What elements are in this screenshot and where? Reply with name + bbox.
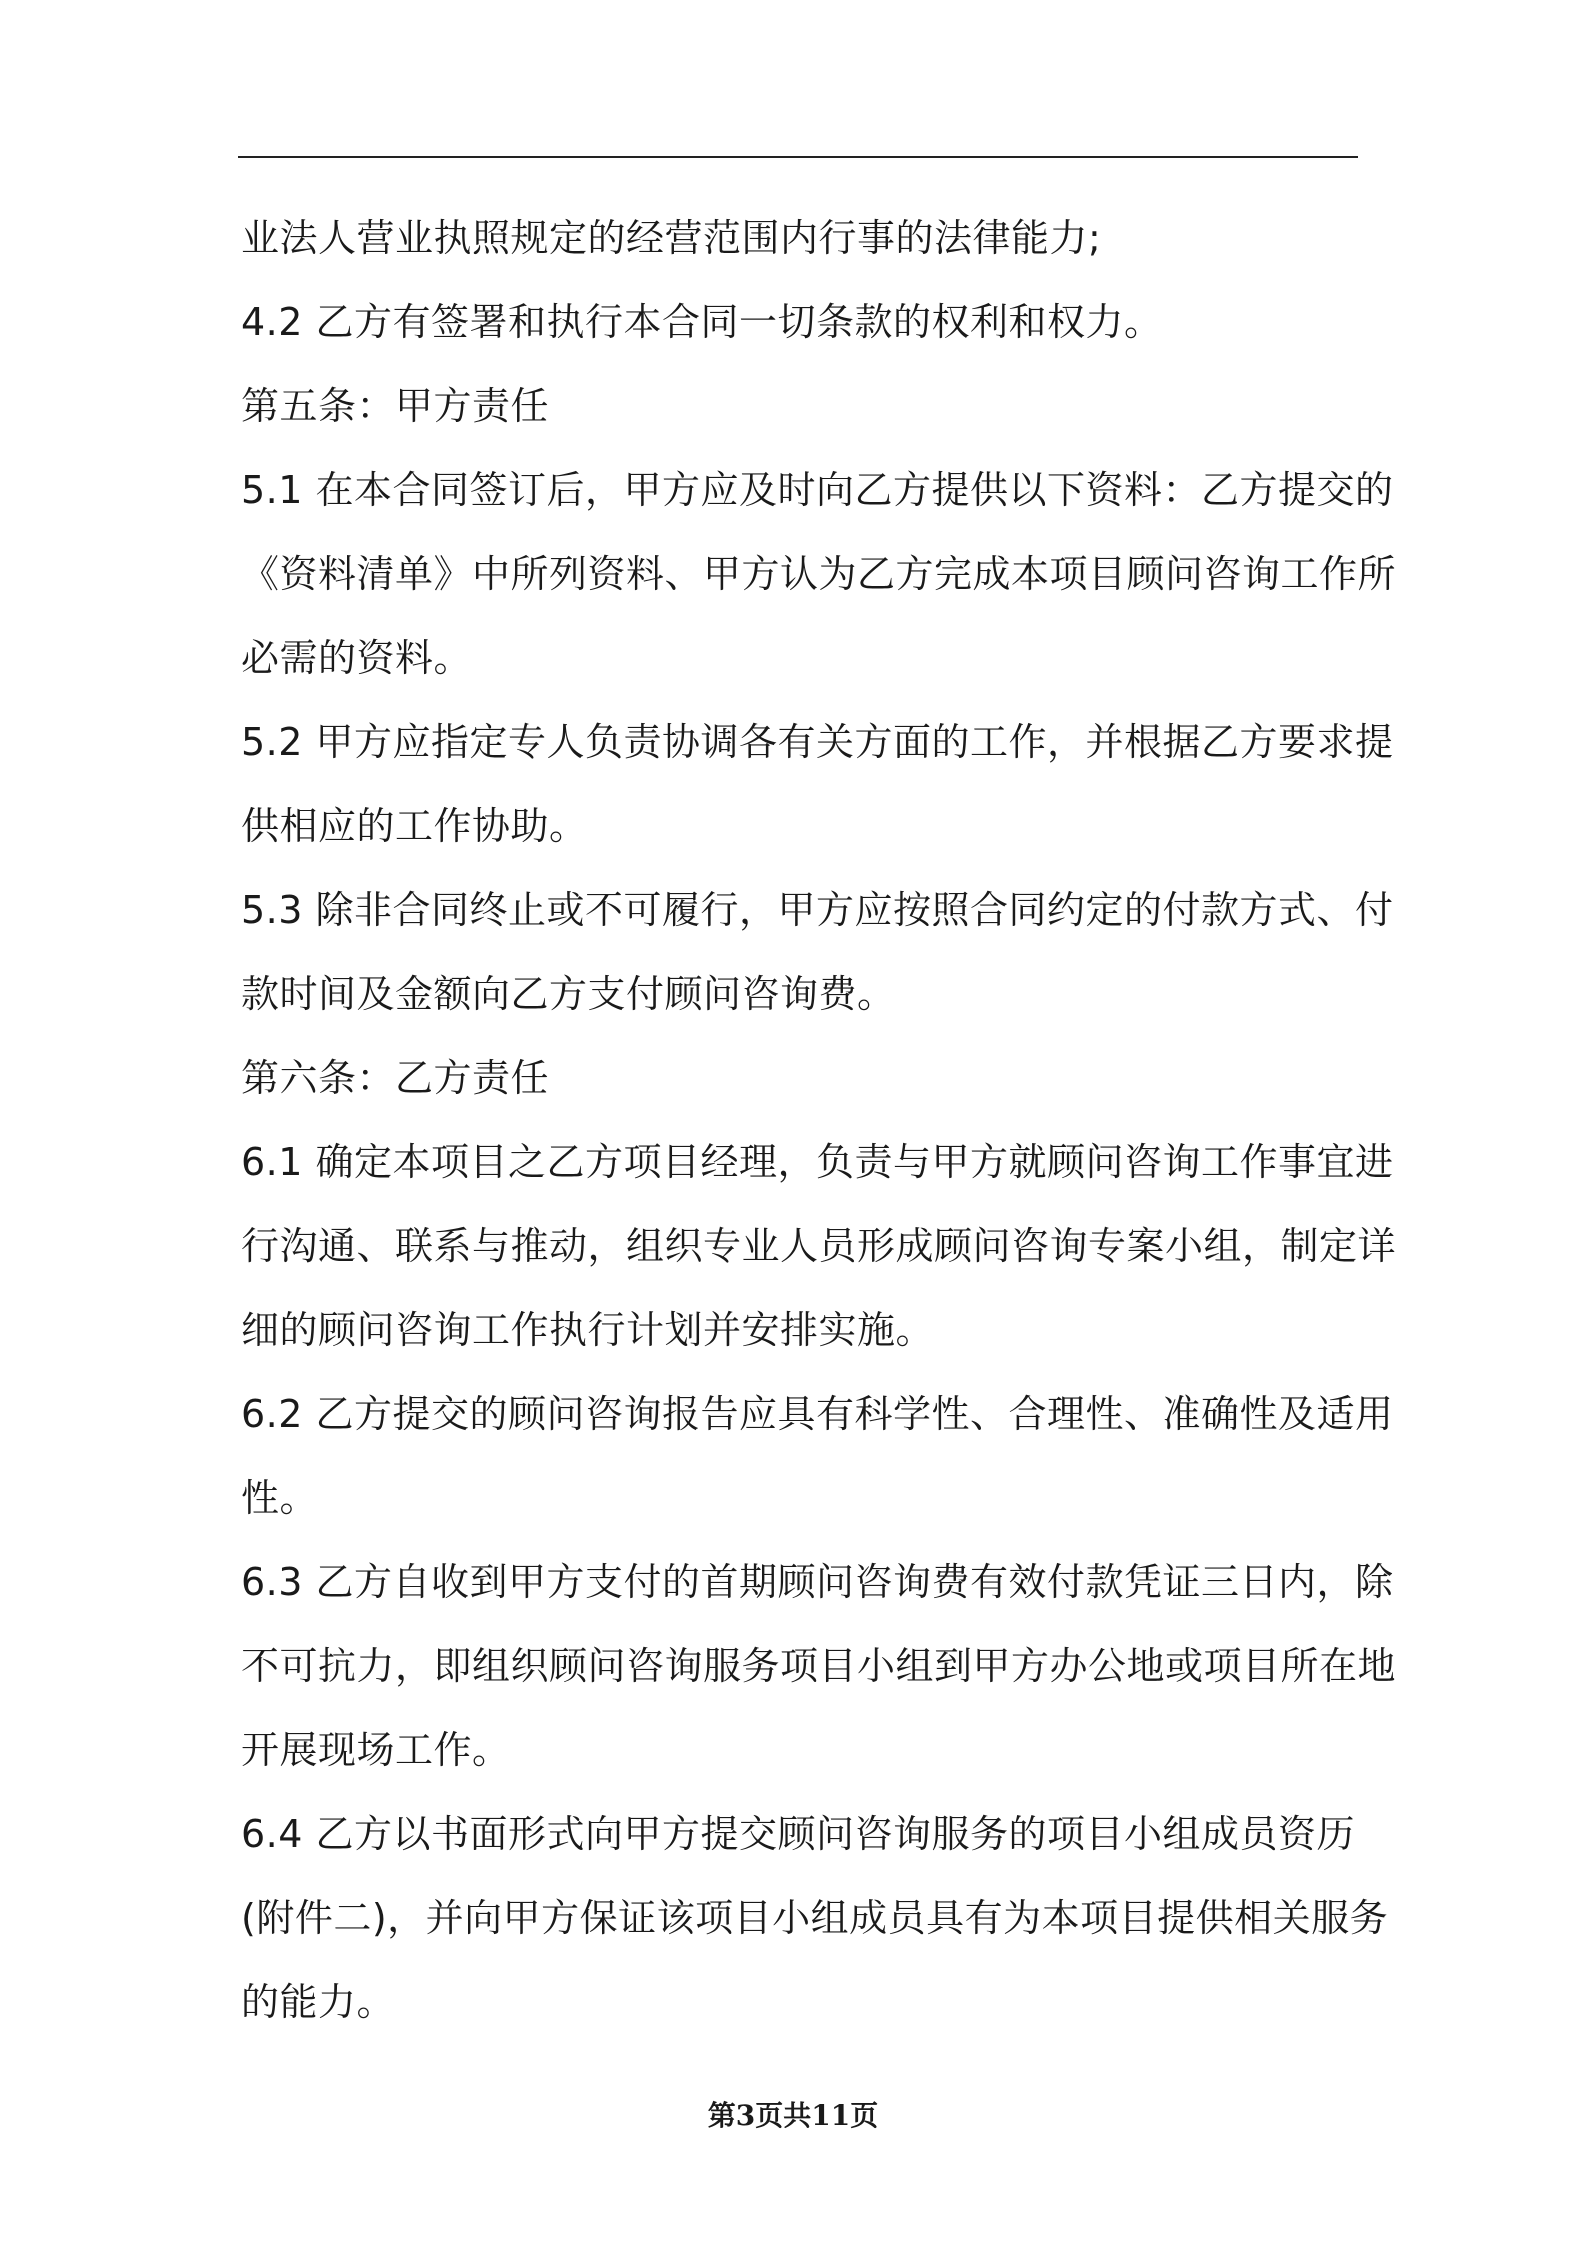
header-divider (238, 156, 1358, 158)
text-line: 供相应的工作协助。 (241, 804, 588, 848)
article-5-heading: 第五条：甲方责任 (241, 384, 550, 428)
clause-5-3: 5.3 除非合同终止或不可履行，甲方应按照合同约定的付款方式、付 (241, 888, 1394, 932)
text-line: 的能力。 (241, 1980, 396, 2024)
clause-5-1: 5.1 在本合同签订后，甲方应及时向乙方提供以下资料：乙方提交的 (241, 468, 1394, 512)
text-line: 开展现场工作。 (241, 1728, 511, 1772)
text-line: 业法人营业执照规定的经营范围内行事的法律能力; (241, 216, 1102, 260)
clause-6-4: 6.4 乙方以书面形式向甲方提交顾问咨询服务的项目小组成员资历 (241, 1812, 1356, 1856)
clause-4-2: 4.2 乙方有签署和执行本合同一切条款的权利和权力。 (241, 300, 1163, 344)
clause-5-2: 5.2 甲方应指定专人负责协调各有关方面的工作，并根据乙方要求提 (241, 720, 1394, 764)
page-number: 第3页共11页 (707, 2099, 879, 2132)
text-line: 性。 (241, 1476, 319, 1520)
text-line: 细的顾问咨询工作执行计划并安排实施。 (241, 1308, 935, 1352)
text-line: 《资料清单》中所列资料、甲方认为乙方完成本项目顾问咨询工作所 (241, 552, 1397, 596)
text-line: 不可抗力，即组织顾问咨询服务项目小组到甲方办公地或项目所在地 (241, 1644, 1397, 1688)
article-6-heading: 第六条：乙方责任 (241, 1056, 550, 1100)
text-line: 必需的资料。 (241, 636, 473, 680)
text-line: (附件二)，并向甲方保证该项目小组成员具有为本项目提供相关服务 (241, 1896, 1389, 1940)
clause-6-2: 6.2 乙方提交的顾问咨询报告应具有科学性、合理性、准确性及适用 (241, 1392, 1394, 1436)
clause-6-1: 6.1 确定本项目之乙方项目经理，负责与甲方就顾问咨询工作事宜进 (241, 1140, 1394, 1184)
document-body (241, 196, 1397, 2044)
text-line: 款时间及金额向乙方支付顾问咨询费。 (241, 972, 896, 1016)
text-line: 行沟通、联系与推动，组织专业人员形成顾问咨询专案小组，制定详 (241, 1224, 1397, 1268)
clause-6-3: 6.3 乙方自收到甲方支付的首期顾问咨询费有效付款凭证三日内，除 (241, 1560, 1394, 1604)
